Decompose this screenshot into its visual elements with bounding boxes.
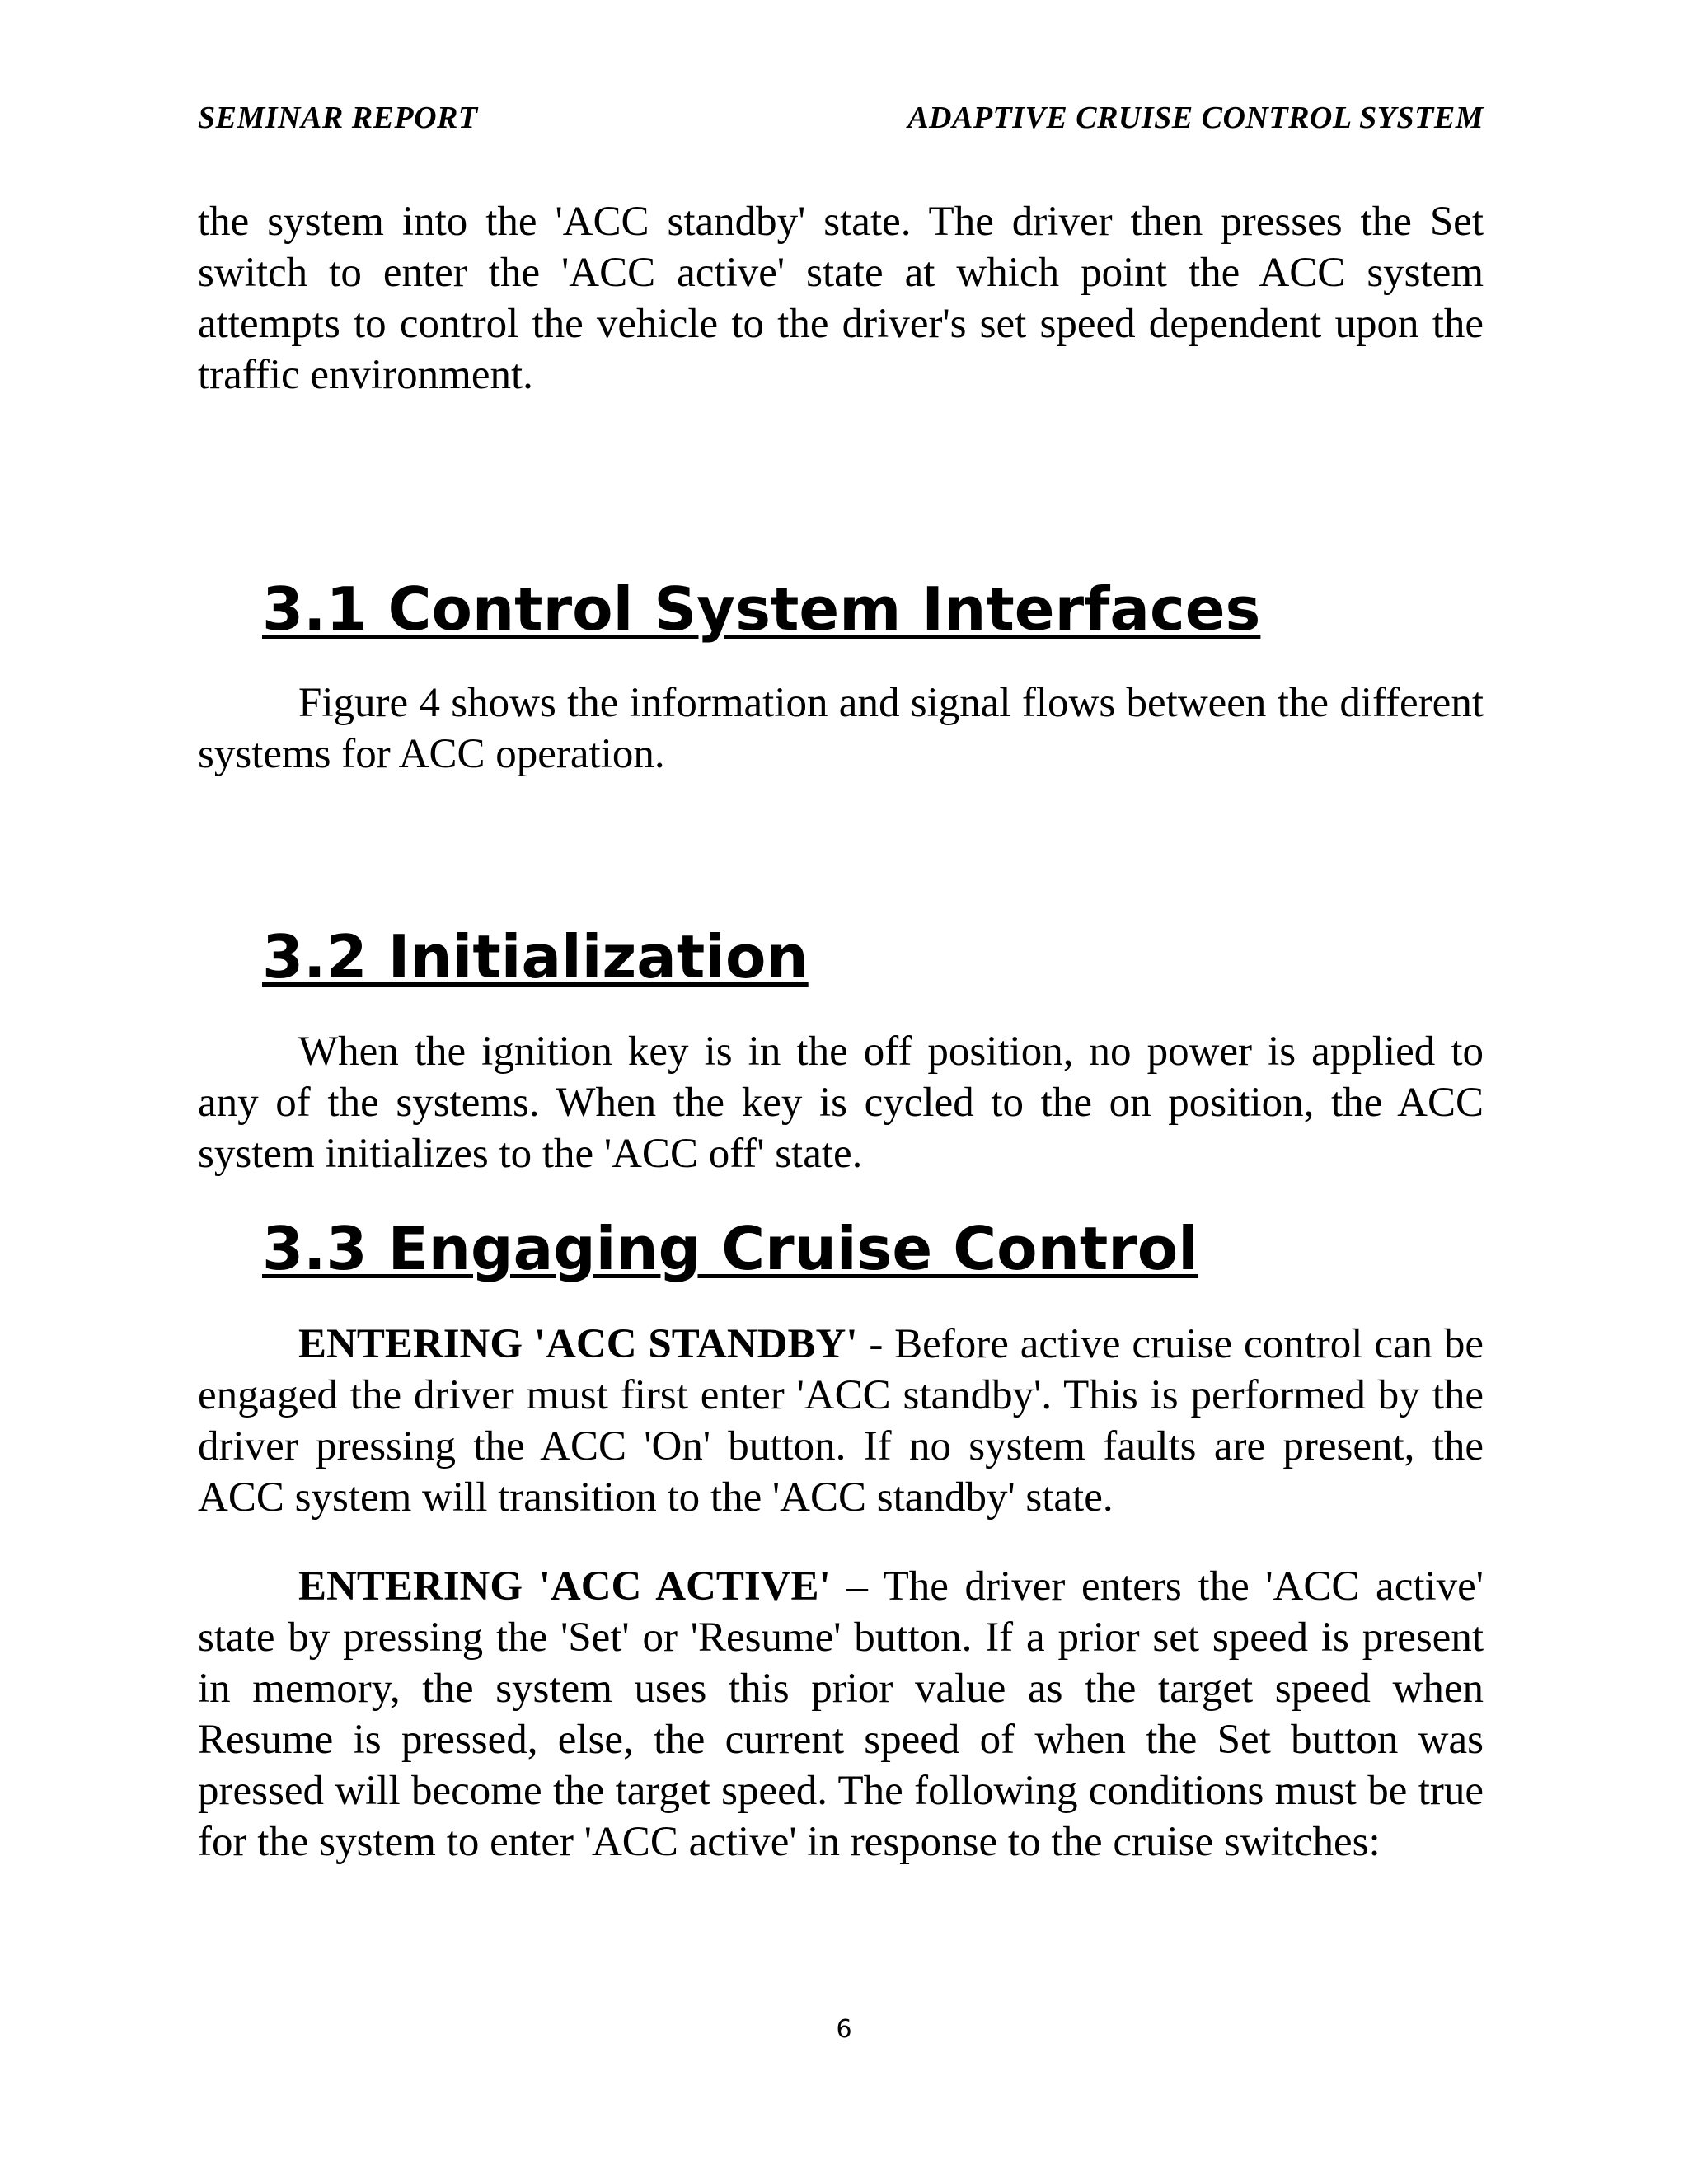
standby-text: - Before active cruise control can be engaged the driver must first enter 'ACC standby'. This is performed by the driver pressing the ACC 'On' button. If no system faults are present, the ACC system will transition to the 'ACC standby' state.	[198, 1321, 1484, 1521]
active-text: – The driver enters the 'ACC active' state by pressing the 'Set' or 'Resume' button. If a prior set speed is present in memory, the system uses this prior value as the target speed when Resume is pressed, else, the current speed of when the Set button was pressed will become the target speed. The following conditions must be true for the system to enter 'ACC active' in response to the cruise switches:	[198, 1563, 1484, 1865]
section-heading-3-3: 3.3 Engaging Cruise Control	[262, 1214, 1198, 1283]
running-header	[198, 99, 1484, 148]
page-number: 6	[836, 2015, 852, 2044]
section-3-3-paragraph-standby	[198, 1319, 1484, 1523]
section-3-1-paragraph: Figure 4 shows the information and signal flows between the different systems for ACC operation.	[198, 680, 1484, 777]
header-left-title: SEMINAR REPORT	[198, 101, 478, 135]
section-3-2-paragraph: When the ignition key is in the off position, no power is applied to any of the systems. When the key is cycled to the on position, the ACC system initializes to the 'ACC off' state.	[198, 1029, 1484, 1177]
section-3-3-paragraph-active	[198, 1561, 1484, 1868]
header-right-title: ADAPTIVE CRUISE CONTROL SYSTEM	[907, 101, 1484, 135]
standby-lead: ENTERING 'ACC STANDBY'	[298, 1321, 858, 1367]
section-heading-3-1: 3.1 Control System Interfaces	[262, 574, 1261, 644]
section-heading-3-2: 3.2 Initialization	[262, 922, 809, 991]
intro-paragraph: the system into the 'ACC standby' state. The driver then presses the Set switch to enter the 'ACC active' state at which point the ACC system attempts to control the vehicle to the driver's set speed dependent upon the traffic environment.	[198, 199, 1484, 398]
active-lead: ENTERING 'ACC ACTIVE'	[298, 1563, 831, 1610]
